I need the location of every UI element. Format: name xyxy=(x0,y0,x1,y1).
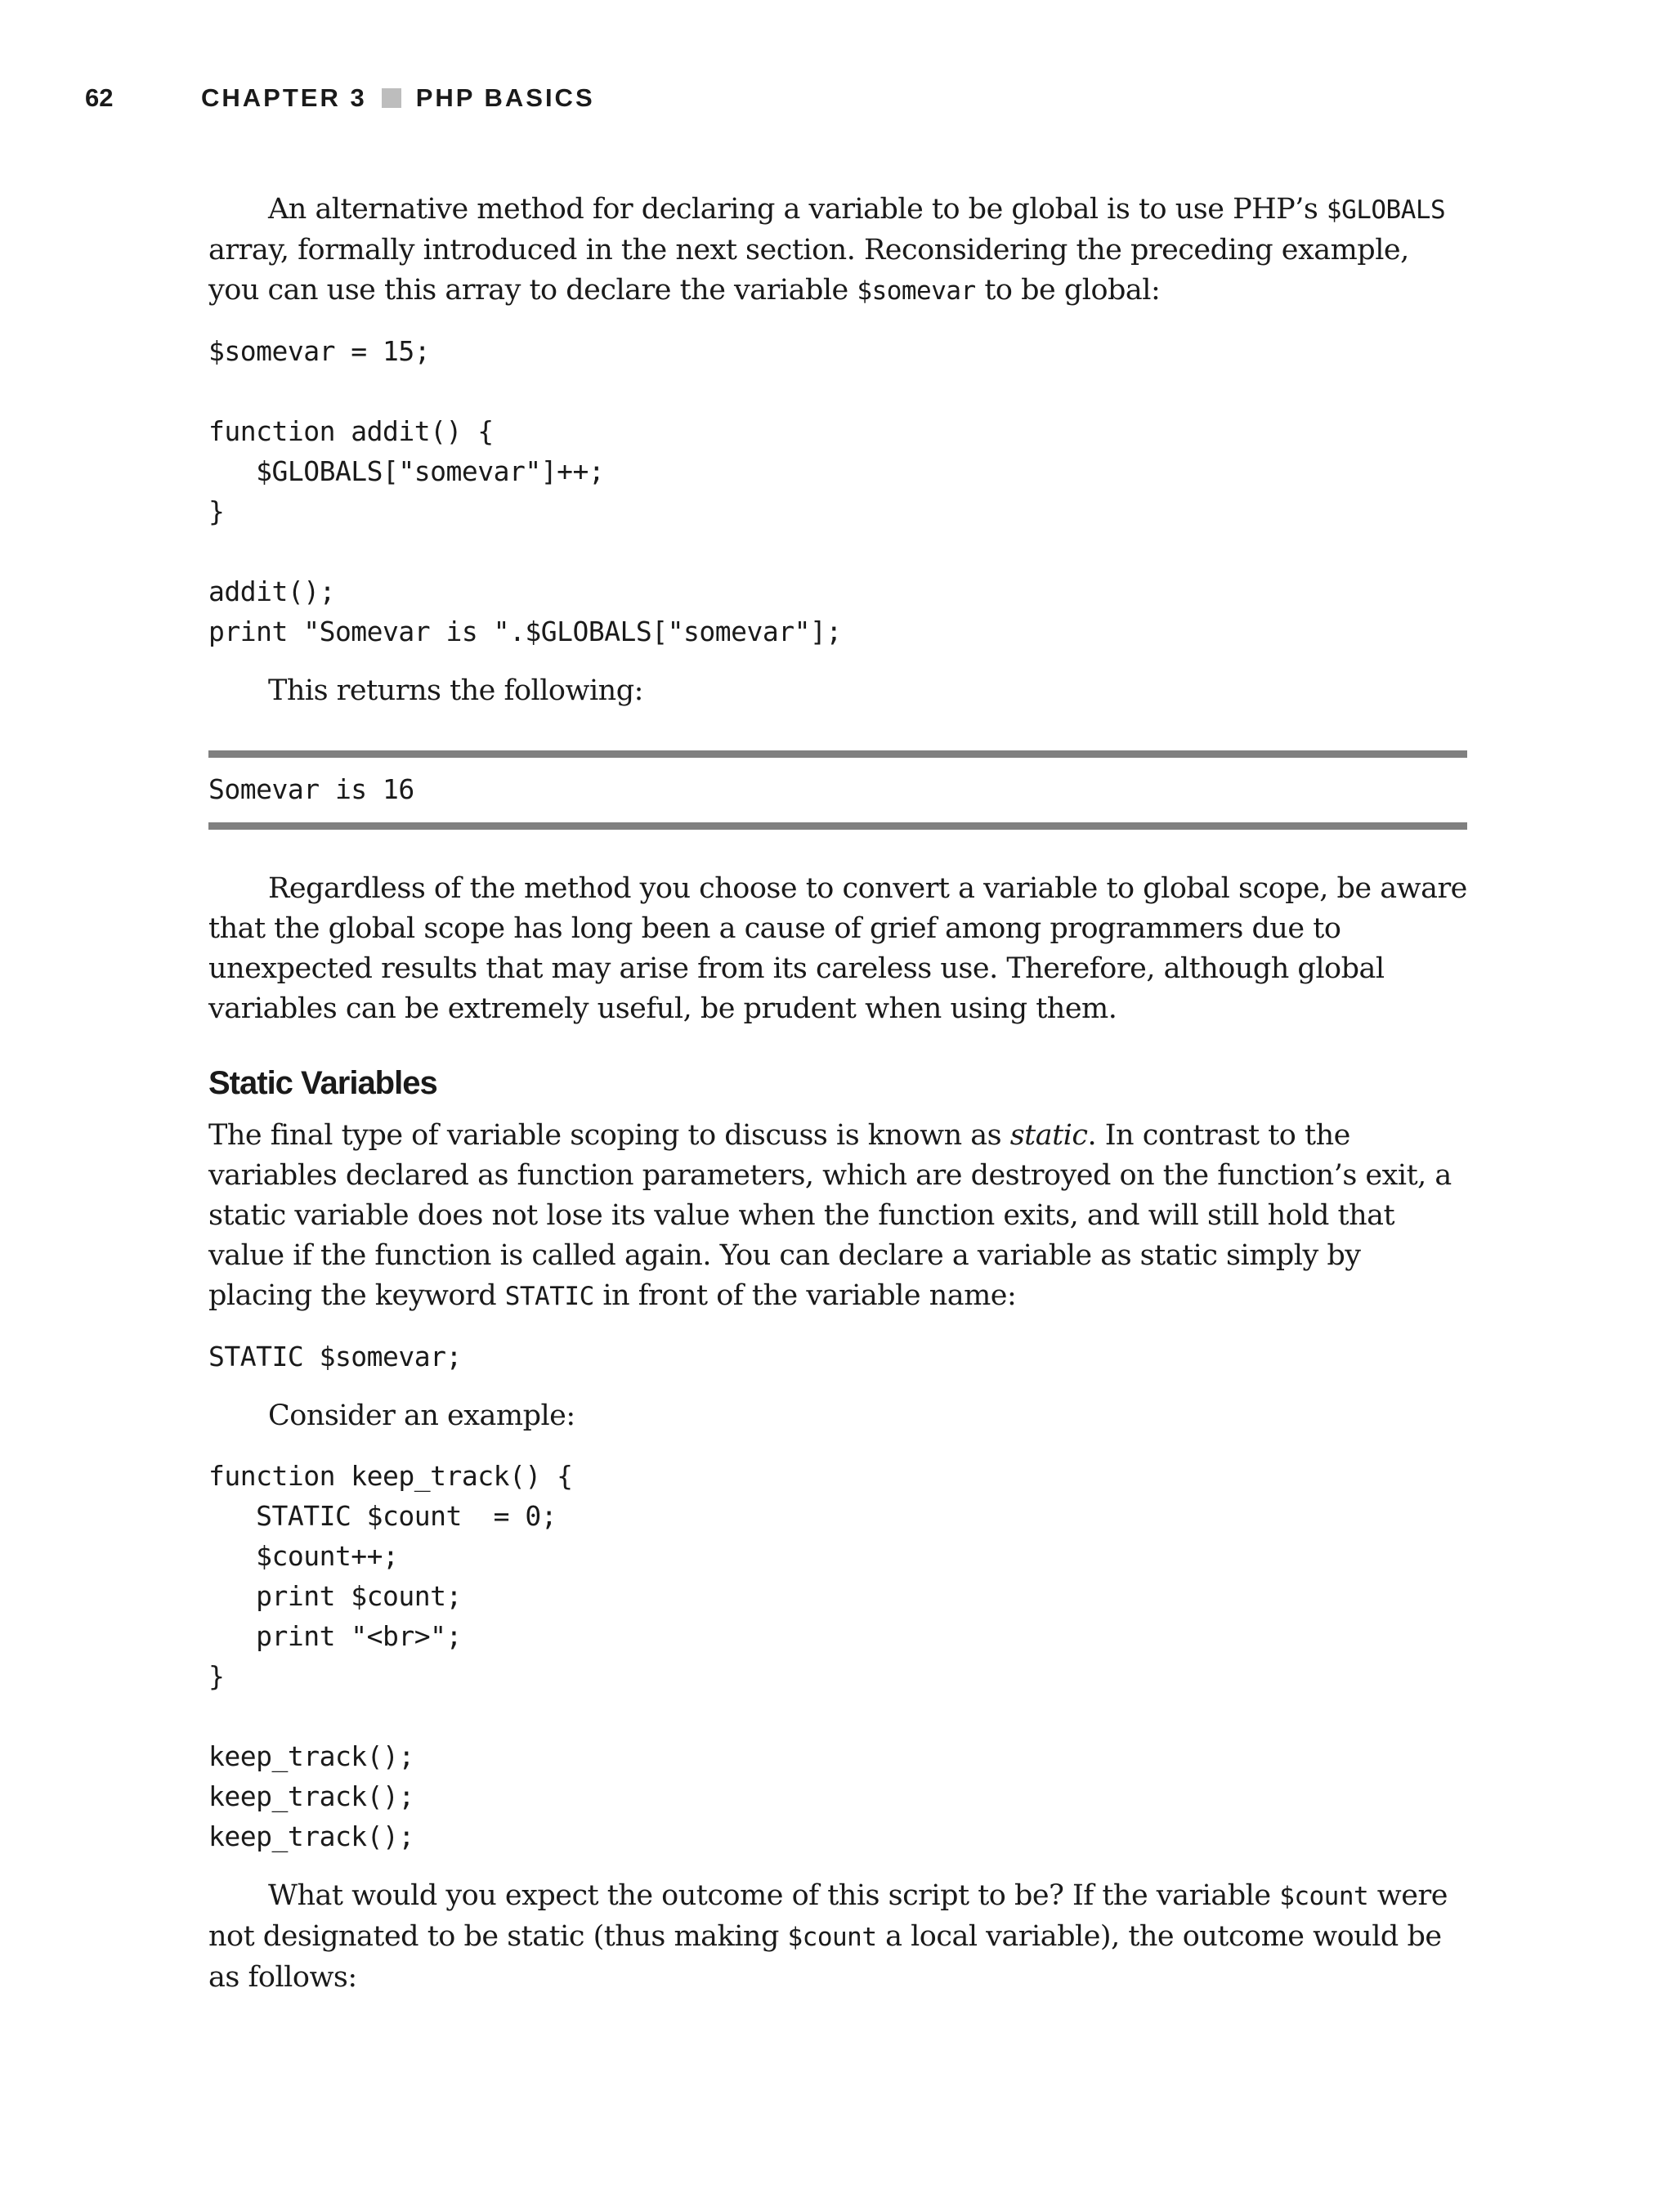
text-run: a local variable), the outcome would be as follows: xyxy=(208,1920,1442,1994)
paragraph-outcome-question xyxy=(208,1876,1467,1998)
text-run: array, formally introduced in the next section. Reconsidering the preceding example, you can use this array to declare the variable xyxy=(208,234,1409,307)
header-separator-square xyxy=(382,88,401,108)
text-run: An alternative method for declaring a variable to be global is to use PHP’s xyxy=(268,193,1327,226)
paragraph-returns: This returns the following: xyxy=(268,674,643,707)
section-heading: Static Variables xyxy=(208,1065,437,1101)
inline-code: $somevar xyxy=(857,276,976,306)
paragraph-static-intro xyxy=(208,1116,1467,1317)
running-header xyxy=(85,82,595,114)
text-run: What would you expect the outcome of this script to be? If the variable xyxy=(268,1879,1280,1912)
chapter-label: CHAPTER 3 xyxy=(201,83,367,112)
code-listing-static-declaration: STATIC $somevar; xyxy=(208,1341,462,1372)
inline-code: $count xyxy=(1279,1882,1369,1911)
text-run: in front of the variable name: xyxy=(593,1279,1017,1312)
inline-code: STATIC xyxy=(504,1282,594,1311)
output-text: Somevar is 16 xyxy=(208,773,414,805)
page-body xyxy=(208,190,1467,1998)
text-run: to be global: xyxy=(975,274,1161,307)
emphasis: static xyxy=(1009,1119,1088,1152)
text-run: . In contrast to the variables declared as function parameters, which are destroyed on the function’s exit, a static variable does not lose its value when the function exits, and will still hold that value if the function is called again. You can declare a variable as static simply by placing the keyword xyxy=(208,1119,1452,1312)
code-listing-globals: $somevar = 15; function addit() { $GLOBALS["somevar"]++; } addit(); print "Somevar is ".$GLOBALS["somevar"]; xyxy=(208,335,842,647)
text-run: The final type of variable scoping to discuss is known as xyxy=(208,1119,1010,1152)
paragraph-global-warning: Regardless of the method you choose to convert a variable to global scope, be aware that the global scope has long been a cause of grief among programmers due to unexpected results that may arise from its careless use. Therefore, although global variables can be extremely useful, be prudent when using them. xyxy=(208,872,1467,1025)
page-number: 62 xyxy=(85,83,114,112)
inline-code: $GLOBALS xyxy=(1326,195,1446,225)
chapter-title: PHP BASICS xyxy=(415,83,595,112)
inline-code: $count xyxy=(787,1923,877,1952)
output-box xyxy=(208,750,1467,830)
text-run: were not designated to be static (thus making xyxy=(208,1879,1448,1953)
code-listing-keep-track: function keep_track() { STATIC $count = 0; $count++; print $count; print "<br>"; } keep_track(); keep_track(); keep_track(); xyxy=(208,1460,573,1852)
paragraph-consider-example: Consider an example: xyxy=(268,1399,575,1432)
paragraph-globals-intro xyxy=(208,190,1467,311)
